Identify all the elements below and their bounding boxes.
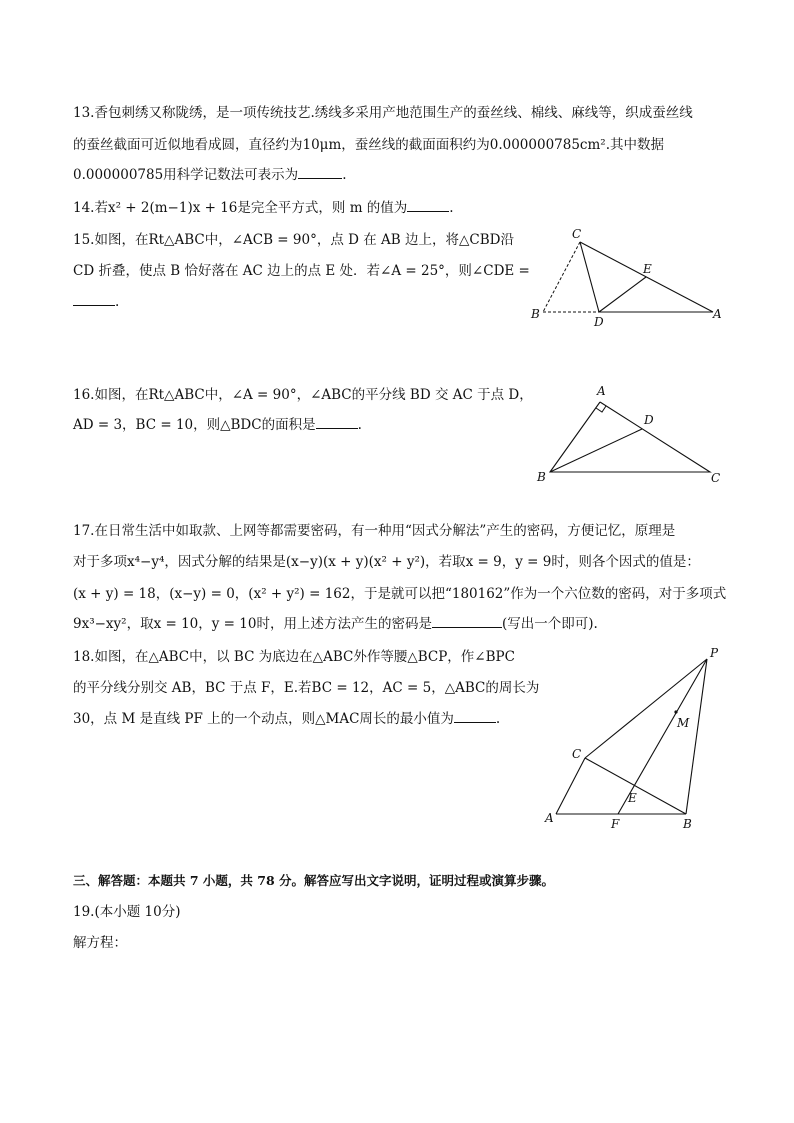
q18-answer-blank[interactable] [454,710,496,723]
q17-line-4-text: 9x³−xy²，取x = 10，y = 10时，用上述方法产生的密码是 [73,616,432,632]
q18-edge-ca [556,758,585,814]
q18-edge-cb [585,758,686,814]
q16-line-2-end: . [357,417,362,433]
q17-line-3: (x + y) = 18，(x−y) = 0，(x² + y²) = 162，于是就可以把“180162”作为一个六位数的密码，对于多项式 [73,586,727,602]
q14-answer-blank[interactable] [407,199,449,212]
q18-label-b: B [683,817,692,831]
q15-figure [525,222,725,332]
q15-edge-de [599,277,646,312]
q13-line-3-end: . [342,167,347,183]
q18-edge-pc [585,659,707,758]
q15-label-b: B [531,307,540,321]
q18-point-m [674,710,677,713]
q16-label-c: C [711,471,721,485]
q16-label-d: D [644,413,654,427]
q18-label-p: P [710,646,719,660]
q15-line-3 [73,293,119,311]
q18-figure [540,645,740,840]
q18-label-m: M [677,716,690,730]
q15-line-2: CD 折叠，使点 B 恰好落在 AC 边上的点 E 处．若∠A = 25°，则∠CDE = [73,263,530,279]
q19-title: 19.(本小题 10分) [73,904,181,920]
q13-line-3 [73,166,346,184]
q15-label-d: D [594,315,604,329]
q15-answer-blank[interactable] [73,293,115,306]
q14-line [73,199,454,217]
q18-label-a: A [545,811,554,825]
q18-label-c: C [572,747,582,761]
q17-line-1: 17.在日常生活中如取款、上网等都需要密码，有一种用“因式分解法”产生的密码，方便记忆，原理是 [73,523,676,539]
q17-line-2: 对于多项x⁴−y⁴，因式分解的结果是(x−y)(x + y)(x² + y²)，若取x = 9，y = 9时，则各个因式的值是： [73,554,700,570]
q16-answer-blank[interactable] [316,416,358,429]
q15-label-c: C [572,227,582,241]
q16-line-2 [73,416,362,434]
q16-triangle [550,402,710,472]
q14-end: . [449,200,454,216]
q13-line-1: 13.香包刺绣又称陇绣，是一项传统技艺.绣线多采用产地范围生产的蚕丝线、棉线、麻线等，织成蚕丝线 [73,105,693,121]
q17-line-4-end: (写出一个即可). [501,616,598,632]
section-3-heading: 三、解答题：本题共 7 小题，共 78 分。解答应写出文字说明，证明过程或演算步骤。 [73,873,555,888]
q16-label-a: A [597,384,606,398]
q15-label-a: A [713,307,722,321]
q18-edge-pb [686,659,707,814]
q19-prompt: 解方程： [73,935,127,951]
q18-line-3-text: 30，点 M 是直线 PF 上的一个动点，则△MAC周长的最小值为 [73,711,454,727]
q18-line-1: 18.如图，在△ABC中，以 BC 为底边在△ABC外作等腰△BCP，作∠BPC [73,649,515,665]
q15-edge-ca [580,242,713,312]
q18-line-3 [73,710,500,728]
q14-text: 14.若x² + 2(m−1)x + 16是完全平方式，则 m 的值为 [73,200,408,216]
q16-figure [530,380,730,490]
q17-answer-blank[interactable] [432,615,502,628]
q16-label-b: B [537,470,546,484]
q18-line-2: 的平分线分别交 AB，BC 于点 F，E.若BC = 12，AC = 5，△ABC的周长为 [73,680,540,696]
q13-line-2: 的蚕丝截面可近似地看成圆，直径约为10μm，蚕丝线的截面面积约为0.000000785cm².其中数据 [73,137,664,153]
q18-label-e: E [628,791,637,805]
q16-line-1: 16.如图，在Rt△ABC中，∠A = 90°，∠ABC的平分线 BD 交 AC 于点 D， [73,387,533,403]
q15-edge-cd [580,242,599,312]
q15-label-e: E [643,262,652,276]
q15-line-1: 15.如图，在Rt△ABC中，∠ACB = 90°，点 D 在 AB 边上，将△CBD沿 [73,232,514,248]
q17-line-4 [73,615,598,633]
q18-line-3-end: . [495,711,501,727]
q16-right-angle-mark [596,406,606,412]
q13-line-3-text: 0.000000785用科学记数法可表示为 [73,167,299,183]
q15-edge-cb [543,242,580,312]
q16-line-2-text: AD = 3，BC = 10，则△BDC的面积是 [73,417,316,433]
q18-label-f: F [611,817,620,831]
q13-answer-blank[interactable] [298,166,342,179]
q15-line-3-end: . [115,294,120,310]
q16-bisector-bd [550,429,642,472]
